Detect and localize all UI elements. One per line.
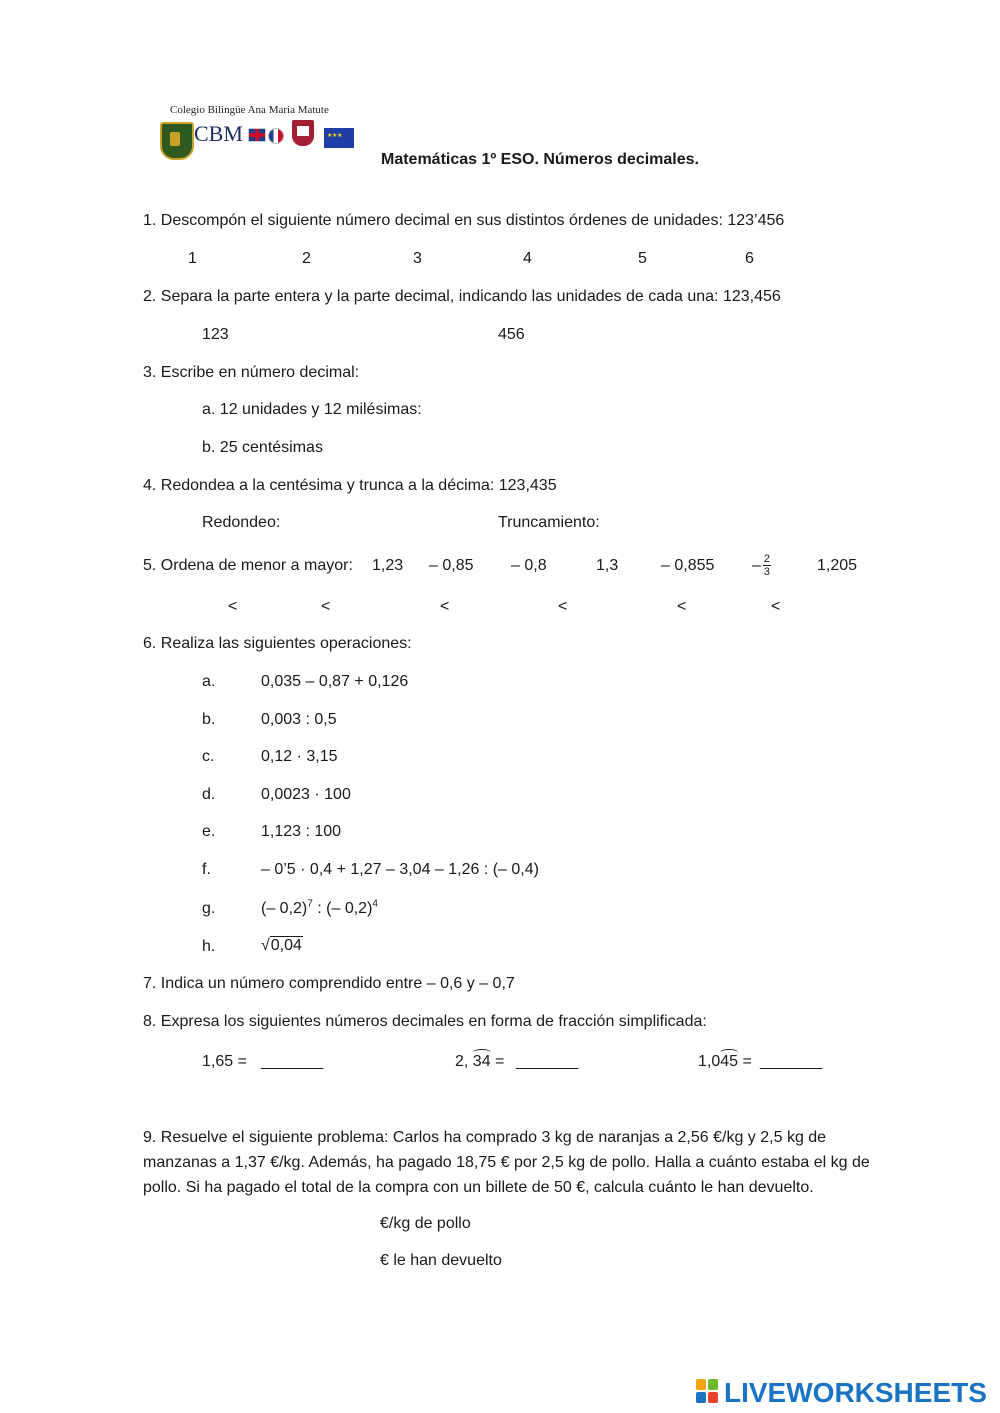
q5-value: – 0,85 xyxy=(429,557,474,574)
q5-less-than[interactable]: < xyxy=(440,598,450,615)
fraction xyxy=(763,553,771,578)
question-3-text: 3. Escribe en número decimal: xyxy=(143,364,360,381)
q5-value: 1,3 xyxy=(596,557,619,574)
q6-g-divisor: : (– 0,2) xyxy=(312,900,373,917)
q1-slot-6[interactable]: 6 xyxy=(745,250,754,267)
q6-operation-h[interactable] xyxy=(261,936,303,956)
fraction-numerator: 2 xyxy=(763,553,771,566)
q6-operation-a[interactable]: 0,035 – 0,87 + 0,126 xyxy=(261,673,409,690)
q6-operation-f[interactable]: – 0’5 · 0,4 + 1,27 – 3,04 – 1,26 : (– 0,4) xyxy=(261,861,539,878)
q9-answer-change[interactable]: € le han devuelto xyxy=(380,1252,502,1269)
q5-less-than[interactable]: < xyxy=(677,598,687,615)
q1-slot-3[interactable]: 3 xyxy=(413,250,422,267)
q8-answer-2-blank[interactable]: _______ xyxy=(516,1053,579,1070)
q1-slot-5[interactable]: 5 xyxy=(638,250,647,267)
watermark-text: LIVEWORKSHEETS xyxy=(724,1377,987,1408)
q6-operation-g[interactable] xyxy=(261,899,378,919)
q5-value: 1,205 xyxy=(817,557,858,574)
q5-value: – 0,8 xyxy=(511,557,547,574)
q5-less-than[interactable]: < xyxy=(321,598,331,615)
q6-operation-c[interactable]: 0,12 · 3,15 xyxy=(261,748,338,765)
q6-operation-e[interactable]: 1,123 : 100 xyxy=(261,823,342,840)
question-2-text: 2. Separa la parte entera y la parte decimal, indicando las unidades de cada una: 123,456 xyxy=(143,288,781,305)
q6-letter: e. xyxy=(202,823,216,840)
q9-answer-price[interactable]: €/kg de pollo xyxy=(380,1215,471,1232)
q6-letter: f. xyxy=(202,861,211,878)
eu-flag-icon xyxy=(324,128,354,148)
q1-slot-2[interactable]: 2 xyxy=(302,250,311,267)
q6-operation-b[interactable]: 0,003 : 0,5 xyxy=(261,711,337,728)
q1-slot-4[interactable]: 4 xyxy=(523,250,532,267)
question-7-text: 7. Indica un número comprendido entre – 0,6 y – 0,7 xyxy=(143,975,515,992)
q4-truncation-label[interactable]: Truncamiento: xyxy=(498,514,600,531)
question-6-text: 6. Realiza las siguientes operaciones: xyxy=(143,635,412,652)
q6-operation-d[interactable]: 0,0023 · 100 xyxy=(261,786,351,803)
q5-fraction xyxy=(752,548,771,584)
school-logo xyxy=(158,100,358,160)
q8-e3-prefix: 1,0 xyxy=(698,1053,721,1070)
q6-letter: g. xyxy=(202,900,216,917)
liveworksheets-logo-icon xyxy=(696,1379,720,1405)
q5-value: – 0,855 xyxy=(661,557,715,574)
q6-letter: b. xyxy=(202,711,216,728)
question-8-text: 8. Expresa los siguientes números decimales en forma de fracción simplificada: xyxy=(143,1013,707,1030)
q5-less-than[interactable]: < xyxy=(771,598,781,615)
question-9-text: 9. Resuelve el siguiente problema: Carlos ha comprado 3 kg de naranjas a 2,56 €/kg y 2,5 kg de manzanas a 1,37 €/kg. Además, ha pagado 18,75 € por 2,5 kg de pollo. Halla a cuánto estaba el kg de pollo. Si ha pagado el total de la compra con un billete de 50 €, calcula cuánto le han devuelto. xyxy=(143,1129,870,1196)
q2-decimal-part[interactable]: 456 xyxy=(498,326,525,343)
france-flag-icon xyxy=(268,128,284,144)
q5-fraction-sign: – xyxy=(752,557,761,574)
q6-letter: h. xyxy=(202,938,216,955)
fraction-denominator: 3 xyxy=(763,566,771,579)
q3-item-a[interactable]: a. 12 unidades y 12 milésimas: xyxy=(202,401,422,418)
university-crest-icon xyxy=(292,120,314,146)
question-4-text: 4. Redondea a la centésima y trunca a la décima: 123,435 xyxy=(143,477,557,494)
q2-integer-part[interactable]: 123 xyxy=(202,326,229,343)
q6-letter: d. xyxy=(202,786,216,803)
q8-answer-3-blank[interactable]: _______ xyxy=(760,1053,823,1070)
q8-e2-integer: 2, xyxy=(455,1053,469,1070)
question-1-text: 1. Descompón el siguiente número decimal en sus distintos órdenes de unidades: 123’456 xyxy=(143,212,785,229)
q8-expression-2 xyxy=(455,1052,504,1072)
question-5-text: 5. Ordena de menor a mayor: xyxy=(143,557,353,574)
q6-letter: c. xyxy=(202,748,215,765)
school-name: Colegio Bilingüe Ana María Matute xyxy=(170,104,329,116)
q1-slot-1[interactable]: 1 xyxy=(188,250,197,267)
q4-round-label[interactable]: Redondeo: xyxy=(202,514,281,531)
q5-less-than[interactable]: < xyxy=(228,598,238,615)
q8-expression-1: 1,65 = xyxy=(202,1053,247,1070)
q5-less-than[interactable]: < xyxy=(558,598,568,615)
logo-text: CBM xyxy=(194,121,243,146)
q8-expression-3 xyxy=(698,1052,752,1072)
q5-value: 1,23 xyxy=(372,557,404,574)
q6-g-exponent-2: 4 xyxy=(372,898,378,910)
sqrt-icon: √ xyxy=(261,937,270,954)
q3-item-b[interactable]: b. 25 centésimas xyxy=(202,439,323,456)
q8-answer-1-blank[interactable]: _______ xyxy=(261,1053,324,1070)
page-title: Matemáticas 1º ESO. Números decimales. xyxy=(381,151,699,168)
q6-letter: a. xyxy=(202,673,216,690)
q8-e3-period: 45 xyxy=(720,1053,739,1070)
q8-e3-equals: = xyxy=(738,1053,752,1070)
q8-e2-period: 34 xyxy=(472,1053,491,1070)
shield-icon xyxy=(160,122,194,160)
q6-h-radicand: 0,04 xyxy=(270,937,302,954)
q8-e2-equals: = xyxy=(490,1053,505,1070)
q6-g-exponent-1: 7 xyxy=(307,898,313,910)
q6-g-base: (– 0,2) xyxy=(261,900,308,917)
uk-flag-icon xyxy=(248,128,266,142)
